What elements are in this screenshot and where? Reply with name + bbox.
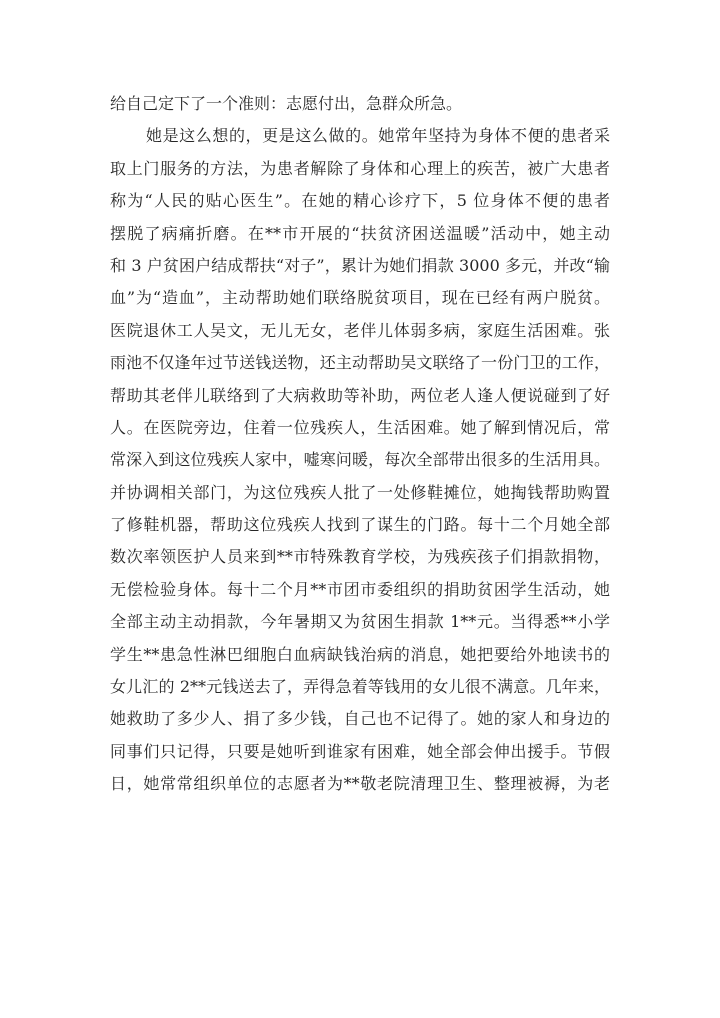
text-line: 无偿检验身体。每十二个月**市团市委组织的捐助贫困学生活动，她 — [110, 579, 610, 599]
text-line: 常深入到这位残疾人家中，嘘寒问暖，每次全部带出很多的生活用具。 — [110, 450, 610, 470]
text-line: 血”为“造血”，主动帮助她们联络脱贫项目，现在已经有两户脱贫。 — [110, 288, 610, 308]
text-line: 数次率领医护人员来到**市特殊教育学校，为残疾孩子们捐款捐物， — [110, 547, 610, 567]
text-line: 日，她常常组织单位的志愿者为**敬老院清理卫生、整理被褥，为老 — [110, 774, 610, 794]
text-line: 同事们只记得，只要是她听到谁家有困难，她全部会伸出援手。节假 — [110, 741, 610, 761]
text-line: 雨池不仅逢年过节送钱送物，还主动帮助吴文联络了一份门卫的工作， — [110, 353, 610, 373]
text-line: 取上门服务的方法，为患者解除了身体和心理上的疾苦，被广大患者 — [110, 158, 610, 178]
document-body — [110, 88, 610, 801]
text-line: 全部主动主动捐款，今年暑期又为贫困生捐款 1**元。当得悉**小学 — [110, 612, 610, 632]
text-line: 医院退休工人吴文，无儿无女，老伴儿体弱多病，家庭生活困难。张 — [110, 320, 610, 340]
text-line: 给自己定下了一个准则：志愿付出，急群众所急。 — [110, 94, 463, 113]
text-line: 她救助了多少人、捐了多少钱，自己也不记得了。她的家人和身边的 — [110, 709, 610, 729]
text-line: 和 3 户贫困户结成帮扶“对子”，累计为她们捐款 3000 多元，并改“输 — [110, 255, 610, 275]
text-line: 女儿汇的 2**元钱送去了，弄得急着等钱用的女儿很不满意。几年来， — [110, 677, 610, 697]
text-line: 并协调相关部门，为这位残疾人批了一处修鞋摊位，她掏钱帮助购置 — [110, 482, 610, 502]
text-line: 摆脱了病痛折磨。在**市开展的“扶贫济困送温暖”活动中，她主动 — [110, 223, 610, 243]
text-line: 帮助其老伴儿联络到了大病救助等补助，两位老人逢人便说碰到了好 — [110, 385, 610, 405]
text-line: 人。在医院旁边，住着一位残疾人，生活困难。她了解到情况后，常 — [110, 417, 610, 437]
text-line: 她是这么想的，更是这么做的。她常年坚持为身体不便的患者采 — [146, 126, 610, 146]
text-line: 学生**患急性淋巴细胞白血病缺钱治病的消息，她把要给外地读书的 — [110, 644, 610, 664]
text-line: 了修鞋机器，帮助这位残疾人找到了谋生的门路。每十二个月她全部 — [110, 515, 610, 535]
text-line: 称为“人民的贴心医生”。在她的精心诊疗下，5 位身体不便的患者 — [110, 191, 610, 211]
